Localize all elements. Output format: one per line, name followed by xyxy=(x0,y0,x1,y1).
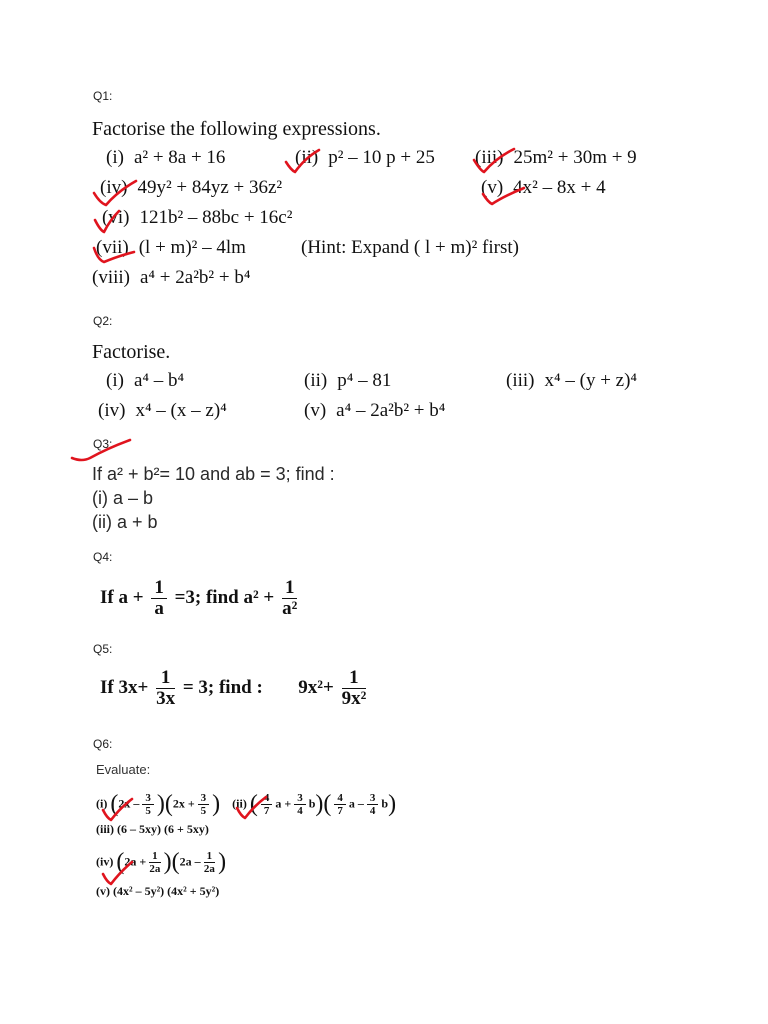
q6-item-i-num: (i) xyxy=(96,796,108,811)
q6-item-i-frac-1: $\frac{3}{5}$ xyxy=(142,792,154,817)
q6-label: Q6: xyxy=(93,737,113,751)
q1-item-iv: (iv) 49y² + 84yz + 36z² xyxy=(100,177,283,198)
q4-block xyxy=(100,578,300,619)
q1-item-iii: (iii) 25m² + 30m + 9 xyxy=(475,147,637,168)
q4-mid: =3; find a² + xyxy=(174,586,275,608)
q1-item-ii: (ii) p² – 10 p + 25 xyxy=(295,147,435,168)
q6-item-iii: (iii) (6 – 5xy) (6 + 5xy) xyxy=(96,822,209,836)
q6-item-ii-frac-4: $\frac{3}{4}$ xyxy=(367,792,379,817)
q5-prefix: If 3x+ xyxy=(100,676,149,698)
q6-item-i-b: 2x + xyxy=(172,796,195,811)
q4-fraction-2: $\frac{1}{\text{a²}}$ xyxy=(282,577,298,619)
q1-row-5 xyxy=(92,267,381,297)
q1-item-vi: (vi) 121b² – 88bc + 16c² xyxy=(102,207,293,228)
q5-block xyxy=(100,668,369,709)
q5-label: Q5: xyxy=(93,642,113,656)
q1-item-v: (v) 4x² – 8x + 4 xyxy=(481,177,606,198)
q6-item-iv-num: (iv) xyxy=(96,854,114,869)
q6-item-ii-a: a + xyxy=(275,796,292,811)
q2-row-2 xyxy=(92,400,446,430)
q1-row-4 xyxy=(92,237,519,267)
q2-label: Q2: xyxy=(93,314,113,328)
q1-item-i: (i) a² + 8a + 16 xyxy=(106,147,226,168)
q1-row-2 xyxy=(92,177,606,207)
q2-row-1 xyxy=(92,370,638,400)
q1-item-vii: (vii) (l + m)² – 4lm xyxy=(96,237,246,258)
q6-item-iv-a: 2a + xyxy=(124,854,147,869)
q3-line-2: (i) a – b xyxy=(92,488,154,508)
q6-item-v: (v) (4x² – 5y²) (4x² + 5y²) xyxy=(96,884,220,898)
q4-label: Q4: xyxy=(93,550,113,564)
q2-heading: Factorise. xyxy=(92,341,171,363)
q6-item-iv-frac-1: $\frac{1}{2a}$ xyxy=(149,850,161,875)
q6-item-ii-frac-2: $\frac{3}{4}$ xyxy=(294,792,306,817)
q1-row-1 xyxy=(92,147,637,177)
q6-item-ii-d: b xyxy=(381,796,389,811)
q2-item-i: (i) a⁴ – b⁴ xyxy=(106,370,185,391)
q1-label: Q1: xyxy=(93,89,113,103)
q3-block xyxy=(92,462,335,534)
q1-hint: (Hint: Expand ( l + m)² first) xyxy=(301,237,519,258)
q6-row-1: (i) (2x – $\frac{3}{5}$ )(2x + $\frac{3}{5}$ ) (ii) ( $\frac{4}{7}$ a + $\frac{3}{4}$ b)( $\frac{4}{7}$ a – $\frac{3}{4}$ b) xyxy=(96,791,397,817)
q6-title: Evaluate: xyxy=(96,762,151,777)
q3-label: Q3: xyxy=(93,437,113,451)
q6-item-iv-b: 2a – xyxy=(179,854,201,869)
q6-item-ii-c: a – xyxy=(348,796,364,811)
q6-block xyxy=(96,762,396,899)
q6-row-4: (iv) (2a + $\frac{1}{2a}$ )(2a – $\frac{1}{2a}$ ) xyxy=(96,849,227,875)
q6-item-ii-num: (ii) xyxy=(232,796,247,811)
q3-line-1: If a² + b²= 10 and ab = 3; find : xyxy=(92,464,335,484)
q5-fraction-1: $\frac{1}{3x}$ xyxy=(156,667,176,709)
q2-item-v: (v) a⁴ – 2a²b² + b⁴ xyxy=(304,400,446,421)
q3-line-3: (ii) a + b xyxy=(92,512,158,532)
q6-item-i-frac-2: $\frac{3}{5}$ xyxy=(198,792,210,817)
q6-item-ii-frac-3: $\frac{4}{7}$ xyxy=(334,792,346,817)
q6-item-i-a: 2x – xyxy=(118,796,140,811)
q5-mid: = 3; find : xyxy=(182,676,263,698)
q1-block xyxy=(92,118,637,297)
q6-item-ii-b: b xyxy=(308,796,316,811)
q1-row-3 xyxy=(92,207,381,237)
q1-heading: Factorise the following expressions. xyxy=(92,118,381,140)
q6-item-ii-frac-1: $\frac{4}{7}$ xyxy=(261,792,273,817)
q2-block xyxy=(92,341,638,430)
q2-item-iv: (iv) x⁴ – (x – z)⁴ xyxy=(98,400,227,421)
q2-item-ii: (ii) p⁴ – 81 xyxy=(304,370,392,391)
q5-fraction-2: $\frac{1}{\text{9x²}}$ xyxy=(341,667,367,709)
q4-fraction-1: $\frac{1}{a}$ xyxy=(151,578,167,619)
q6-item-iv-frac-2: $\frac{1}{2a}$ xyxy=(203,850,215,875)
q5-expr: 9x²+ xyxy=(298,676,334,698)
q2-item-iii: (iii) x⁴ – (y + z)⁴ xyxy=(506,370,638,391)
q1-item-viii: (viii) a⁴ + 2a²b² + b⁴ xyxy=(92,267,251,288)
q4-prefix: If a + xyxy=(100,586,144,608)
